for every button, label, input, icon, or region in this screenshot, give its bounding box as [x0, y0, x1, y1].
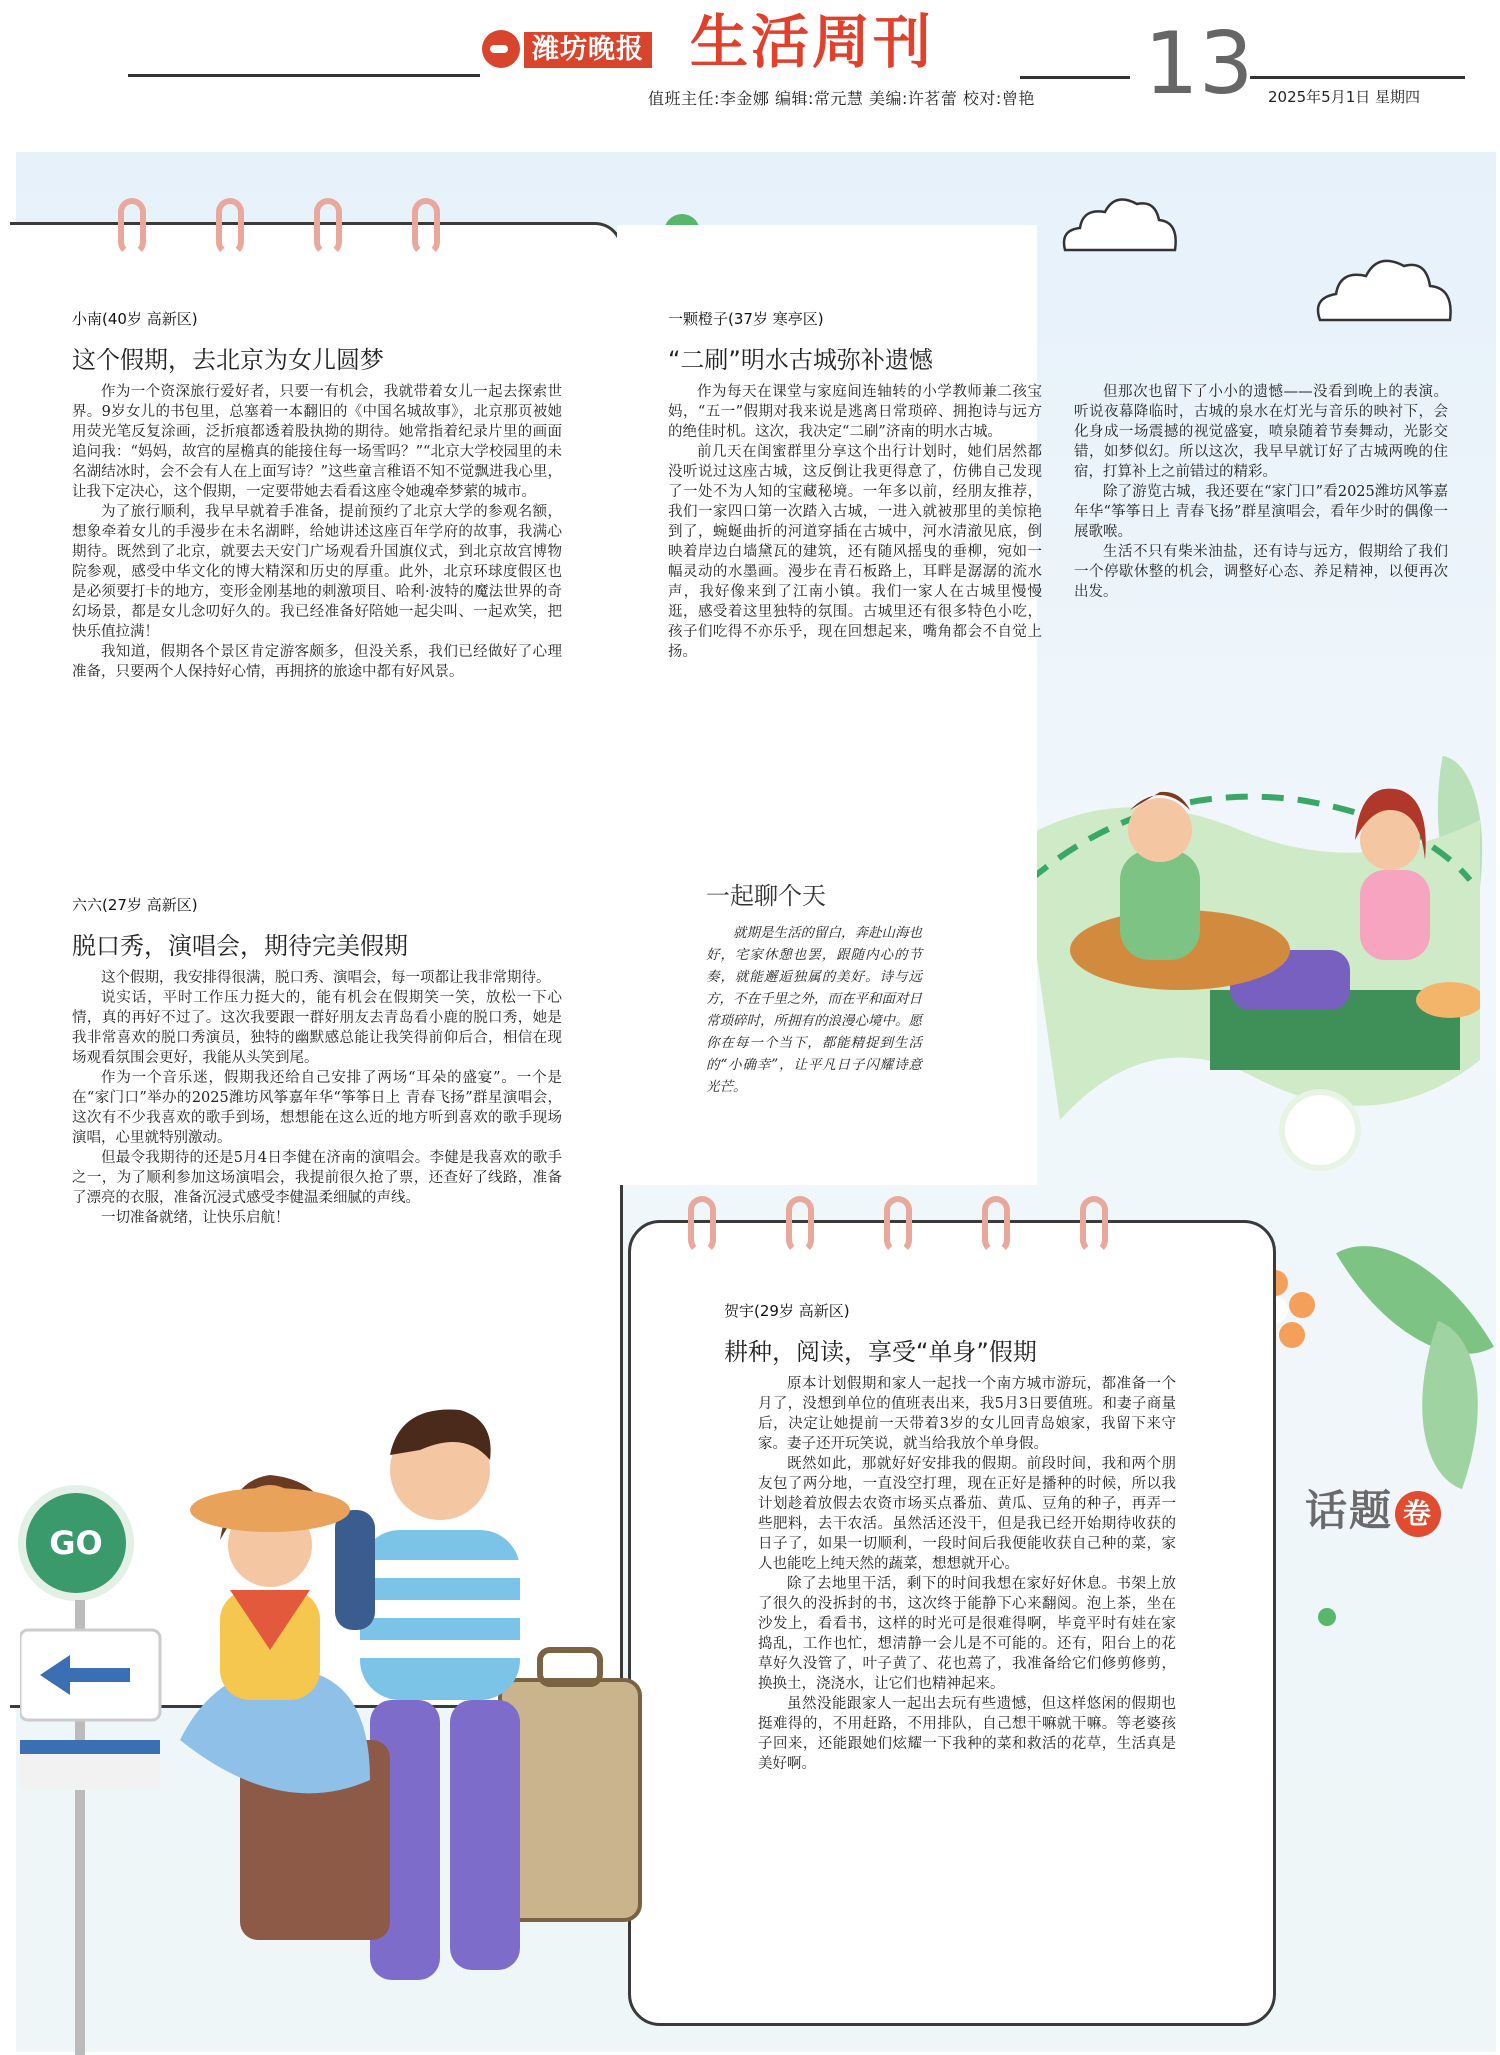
paragraph: 说实话，平时工作压力挺大的，能有机会在假期笑一笑，放松一下心情，真的再好不过了。这次我要跟一群好朋友去青岛看小鹿的脱口秀，她是我非常喜欢的脱口秀演员，独特的幽默感总能让我笑得前仰后合，相信在现场观看氛围会更好，我能从头笑到尾。: [72, 990, 562, 1066]
paragraph: 一切准备就绪，让快乐启航！: [101, 1210, 290, 1226]
article-2-byline: 六六(27岁 高新区): [72, 896, 198, 914]
article-3-headline: “二刷”明水古城弥补遗憾: [668, 346, 933, 374]
credits-line: 值班主任:李金娜 编辑:常元慧 美编:许茗蕾 校对:曾艳: [648, 89, 1035, 108]
traveler-couple-illustration: [160, 1360, 680, 2055]
paragraph: 虽然没能跟家人一起出去玩有些遗憾，但这样悠闲的假期也挺难得的，不用赶路，不用排队，自己想干嘛就干嘛。等老婆孩子回来，还能跟她们炫耀一下我种的菜和救活的花草，生活真是美好啊。: [758, 1696, 1176, 1772]
article-4-headline: 耕种，阅读，享受“单身”假期: [724, 1338, 1037, 1366]
paragraph: 我知道，假期各个景区肯定游客颇多，但没关系，我们已经做好了心理准备，只要两个人保持好心情，再拥挤的旅途中都有好风景。: [72, 644, 562, 680]
article-3-byline: 一颗橙子(37岁 寒亭区): [668, 310, 824, 328]
notebook-ring: [118, 198, 146, 256]
paragraph: 原本计划假期和家人一起找一个南方城市游玩，都准备一个月了，没想到单位的值班表出来，我5月3日要值班。和妻子商量后，决定让她提前一天带着3岁的女儿回青岛娘家，我留下来守家。妻子还开玩笑说，就当给我放个单身假。: [758, 1376, 1176, 1452]
poem-title: 一起聊个天: [706, 882, 826, 910]
notebook-ring: [314, 198, 342, 256]
paper-name: 潍坊晚报: [524, 32, 652, 68]
article-1-headline: 这个假期，去北京为女儿圆梦: [72, 346, 384, 374]
article-1-body: [72, 382, 562, 682]
paragraph: 作为一个资深旅行爱好者，只要一有机会，我就带着女儿一起去探索世界。9岁女儿的书包里，总塞着一本翻旧的《中国名城故事》，北京那页被她用荧光笔反复涂画，泛折痕都透着股执拗的期待。她常指着纪录片里的画面追问我：“妈妈，故宫的屋檐真的能接住每一场雪吗？”“北京大学校园里的未名湖结冰时，会不会有人在上面写诗？”这些童言稚语不知不觉飘进我心里，让我下定决心，这个假期，一定要带她去看看这座令她魂牵梦萦的城市。: [72, 384, 562, 500]
masthead-rule-left: [128, 74, 480, 77]
paragraph: 但那次也留下了小小的遗憾——没看到晚上的表演。听说夜幕降临时，古城的泉水在灯光与音乐的映衬下，会化身成一场震撼的视觉盛宴，喷泉随着节奏舞动，光影交错，如梦似幻。所以这次，我早早就订好了古城两晚的住宿，打算补上之前错过的精彩。: [1074, 384, 1448, 480]
section-title: 生活周刊: [690, 8, 935, 76]
article-3-column-1: [668, 382, 1042, 662]
poem-text: 就期是生活的留白，奔赴山海也好，宅家休憩也罢，跟随内心的节奏，就能邂逅独属的美好。诗与远方，不在千里之外，而在平和面对日常琐碎时，所拥有的浪漫心境中。愿你在每一个当下，都能精捉到生活的“小确幸”，让平凡日子闪耀诗意光芒。: [706, 925, 922, 1095]
notebook-ring: [688, 1196, 716, 1254]
paragraph: 这个假期，我安排得很满，脱口秀、演唱会，每一项都让我非常期待。: [101, 970, 551, 986]
paragraph: 除了去地里干活，剩下的时间我想在家好好休息。书架上放了很久的没拆封的书，这次终于能静下心来翻阅。泡上茶，坐在沙发上，看看书，这样的时光可是很难得啊，毕竟平时有娃在家捣乱，工作也忙，想清静一会儿是不可能的。还有，阳台上的花草好久没管了，叶子黄了、花也蔫了，我准备给它们修剪修剪，换换土，浇浇水，让它们也精神起来。: [758, 1576, 1176, 1692]
article-2-headline: 脱口秀，演唱会，期待完美假期: [72, 932, 408, 960]
notebook-ring: [412, 198, 440, 256]
logo-icon: [482, 30, 520, 68]
cloud-icon: [1055, 190, 1185, 260]
article-4-byline: 贺宇(29岁 高新区): [724, 1302, 850, 1320]
paragraph: 前几天在闺蜜群里分享这个出行计划时，她们居然都没听说过这座古城，这反倒让我更得意了，仿佛自己发现了一处不为人知的宝藏秘境。一年多以前，经朋友推荐，我们一家四口第一次踏入古城，一进入就被那里的美惊艳到了，蜿蜒曲折的河道穿插在古城中，河水清澈见底，倒映着岸边白墙黛瓦的建筑，还有随风摇曳的垂柳，宛如一幅灵动的水墨画。漫步在青石板路上，耳畔是潺潺的流水声，我好像来到了江南小镇。我们一家人在古城里慢慢逛，感受着这里独特的氛围。古城里还有很多特色小吃，孩子们吃得不亦乐乎，现在回想起来，嘴角都会不自觉上扬。: [668, 444, 1042, 660]
picnic-couple-illustration: [1030, 770, 1480, 1090]
notebook-ring: [786, 1196, 814, 1254]
go-sign: GO: [18, 1485, 134, 1601]
paragraph: 生活不只有柴米油盐，还有诗与远方，假期给了我们一个停歇休整的机会，调整好心态、养足精神，以便再次出发。: [1074, 544, 1448, 600]
cloud-icon-2: [1310, 250, 1460, 330]
page-number: 13: [1144, 14, 1254, 114]
white-flower-decoration: [1285, 1095, 1355, 1165]
paragraph: 作为一个音乐迷，假期我还给自己安排了两场“耳朵的盛宴”。一个是在“家门口”举办的2025潍坊风筝嘉年华“筝筝日上 青春飞扬”群星演唱会，这次有不少我喜欢的歌手到场，想想能在这么近的地方听到喜欢的歌手现场演唱，心里就特别激动。: [72, 1070, 562, 1146]
article-1-byline: 小南(40岁 高新区): [72, 310, 198, 328]
newspaper-logo: [482, 24, 687, 74]
paragraph: 既然如此，那就好好安排我的假期。前段时间，我和两个朋友包了两分地，一直没空打理，现在正好是播种的时候，所以我计划趁着放假去农资市场买点番茄、黄瓜、豆角的种子，再弄一些肥料，去干农活。虽然活还没干，但是我已经开始期待收获的日子了，如果一切顺利，一段时间后我便能收获自己种的菜，家人也能吃上纯天然的蔬菜，想想就开心。: [758, 1456, 1176, 1572]
paragraph: 除了游览古城，我还要在“家门口”看2025潍坊风筝嘉年华“筝筝日上 青春飞扬”群星演唱会，看年少时的偶像一展歌喉。: [1074, 484, 1448, 540]
green-dot: [1318, 1608, 1336, 1626]
masthead-rule-mid: [1020, 76, 1130, 79]
road-sign-post: [20, 1600, 170, 2055]
article-3-column-2: [1074, 382, 1448, 602]
notebook-ring: [884, 1196, 912, 1254]
notebook-ring: [216, 198, 244, 256]
topic-badge: [1305, 1478, 1441, 1538]
notebook-ring: [1080, 1196, 1108, 1254]
paragraph: 为了旅行顺利，我早早就着手准备，提前预约了北京大学的参观名额，想象牵着女儿的手漫步在未名湖畔，给她讲述这座百年学府的故事，我满心期待。既然到了北京，就要去天安门广场观看升国旗仪式，到北京故宫博物院参观，感受中华文化的博大精深和历史的厚重。此外，北京环球度假区也是必须要打卡的地方，变形金刚基地的刺激项目、哈利·波特的魔法世界的奇幻场景，都是女儿念叨好久的。我已经准备好陪她一起尖叫、一起欢笑，把快乐值拉满！: [72, 504, 562, 640]
paragraph: 作为每天在课堂与家庭间连轴转的小学教师兼二孩宝妈，“五一”假期对我来说是逃离日常琐碎、拥抱诗与远方的绝佳时机。这次，我决定“二刷”济南的明水古城。: [668, 384, 1042, 440]
masthead-rule-right: [1250, 76, 1465, 79]
article-4-body: [758, 1374, 1176, 1774]
issue-date: 2025年5月1日 星期四: [1268, 88, 1421, 106]
topic-label: 话题: [1305, 1486, 1394, 1535]
topic-seal: 卷: [1395, 1491, 1441, 1537]
notebook-ring: [982, 1196, 1010, 1254]
paragraph: 但最令我期待的还是5月4日李健在济南的演唱会。李健是我喜欢的歌手之一，为了顺利参加这场演唱会，我提前很久抢了票，还查好了线路，准备了漂亮的衣服，准备沉浸式感受李健温柔细腻的声线。: [72, 1150, 562, 1206]
article-2-body: [72, 968, 562, 1228]
